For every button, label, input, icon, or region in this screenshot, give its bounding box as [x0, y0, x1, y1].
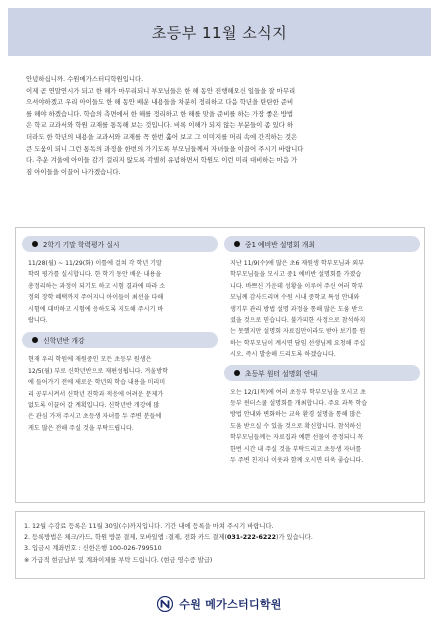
text-line: 현재 우리 학원에 재원중인 모든 초등부 원생은	[28, 356, 152, 364]
intro-line: 큰 도움이 되니 그런 통독의 과정을 한번의 가기도록 부모님들께서 자녀들을 이끌어 주시기 바랍니다	[26, 144, 304, 153]
text-line: 니다. 바쁘신 가운데 성황을 이루어 주신 여러 학부	[230, 282, 364, 290]
notice-line: 1. 12월 수강료 등록은 11월 30일(수)까지입니다. 기간 내에 등록을 마쳐 주시기 바랍니다.	[24, 523, 274, 530]
text-line: 등부 윈터스쿨 설명회를 개최합니다. 주요 과목 학습	[230, 400, 368, 408]
text-line: 셨을 것으로 믿습니다. 불가피한 사정으로 참석하지	[230, 317, 366, 325]
intro-line: 더라도 한 학년의 내용을 교과서와 교재를 꼭 한번 훑어 보고 그 이미지를 머리 속에 간직하는 것은	[26, 132, 298, 141]
text-line: 모님께 감사드리며 수원 시내 중학교 특성 안내와	[230, 294, 360, 302]
notice-line	[24, 532, 416, 543]
text-line: 리 공부시켜서 신학년 진학과 적응에 어려운 문제가	[28, 390, 164, 398]
academy-logo	[0, 592, 439, 616]
bullet-icon	[234, 370, 240, 376]
section-heading-label: 중1 예비반 설명회 개최	[245, 241, 315, 249]
intro-line: 이제 곧 연말연시가 되고 한 해가 마무리되니 부모님들은 한 해 동안 진행해오신 일들을 잘 마무리	[26, 86, 296, 95]
title-banner	[8, 8, 431, 56]
text-line: 시험에 대비하고 시험에 응하도록 지도해 주시기 바	[28, 305, 164, 313]
section-body	[224, 252, 420, 361]
text-line: 학부모님들을 모시고 중1 예비반 설명회를 가졌습	[230, 271, 362, 279]
text-line: 지난 11/9(수)에 많은 초6 재원생 학부모님과 외부	[230, 260, 365, 267]
notice-line-text: 2. 등록방법은 체크/카드, 학원 방문 결제, 모바일앱 :결제, 전화 카드 결제(	[24, 534, 227, 542]
text-line: 방법 안내와 변화하는 교육 환경 설명을 통해 많은	[230, 411, 362, 419]
intro-line: 은 학교 교과서와 학원 교재를 통독해 보는 것입니다. 비록 이해가 되지 않는 부분들이 좀 있다 하	[26, 121, 294, 130]
bullet-icon	[32, 337, 38, 343]
text-line: 한번 시간 내 주실 것을 부탁드리고 초등생 자녀를	[230, 445, 362, 453]
phone-number: 031-222-6222	[226, 534, 277, 542]
notice-line: 3. 입금시 계좌번호 : 신한은행 100-026-799510	[24, 545, 162, 553]
text-line: 12/5(월) 부로 신학년반으로 재편성됩니다. 겨울방학	[28, 367, 168, 375]
text-line: 11/28(월) ~ 11/29(화) 이틀에 걸쳐 각 학년 기말	[28, 260, 162, 267]
mega-n-logo-icon	[157, 596, 173, 612]
section-heading	[22, 332, 218, 348]
text-line: 에 들어가기 전에 새로운 학년의 학습 내용을 미리미	[28, 379, 166, 387]
section-heading	[224, 365, 420, 381]
intro-line: 으셔야하겠고 우리 아이들도 한 해 동안 배운 내용들을 차분히 정리하고 다음 학년을 탄탄한 준비	[26, 98, 294, 107]
section-heading	[224, 236, 420, 252]
section-heading-label: 초등부 원터 설명회 안내	[245, 369, 318, 378]
text-line: 학력 평가를 실시합니다. 한 학기 동안 배운 내용을	[28, 271, 162, 279]
notice-box	[15, 227, 425, 503]
section-heading-label: 신학년반 개강	[43, 337, 85, 346]
text-line: 하는 학부모님이 계시면 담임 선생님께 요청해 주십	[230, 339, 366, 347]
academy-name: 수원 메가스터디학원	[179, 598, 282, 611]
tuition-notice-box	[15, 511, 425, 579]
bullet-icon	[234, 241, 240, 247]
text-line: 생기부 관리 방법 설명 과정을 통해 많은 도움 받으	[230, 305, 364, 313]
bullet-icon	[32, 241, 38, 247]
section-body	[22, 348, 218, 434]
intro-line: 다. 추운 겨울에 아이들 감기 걸리지 않도록 각별히 유념하면서 학원도 이런 미리 대비하는 마음 가	[26, 156, 298, 165]
text-line: 총정리하는 과정이 되기도 하고 시험 결과에 따라 소	[28, 282, 166, 290]
section-heading-label: 2학기 기말 학력평가 실시	[43, 241, 120, 249]
section-heading	[22, 236, 218, 252]
section-body	[22, 252, 218, 326]
right-column	[224, 228, 420, 467]
notice-line-suffix: )가 있습니다.	[276, 534, 313, 542]
text-line: 는 못했지만 설명회 자료집만이라도 받아 보기를 원	[230, 328, 366, 336]
intro-line: 안녕하십니까. 수원메가스터디학원입니다.	[26, 75, 144, 83]
text-line: 게도 많은 전해 주실 것을 부탁드립니다.	[28, 424, 134, 432]
text-line: 두 주변 친지나 이웃과 함께 오시면 더욱 좋습니다.	[230, 457, 364, 465]
notice-line: ※ 가급적 현금납부 및 계좌이체를 부탁 드립니다. (현금 영수증 발급)	[24, 556, 213, 564]
text-line: 랍니다.	[28, 317, 48, 325]
intro-paragraph	[26, 74, 418, 178]
intro-line: 를 해야 하겠습니다. 학습의 측면에서 한 해를 정리하고 한 해를 맞을 준비를 하는 가장 좋은 방법	[26, 109, 294, 118]
text-line: 정의 장학 혜택까지 주어지니 아이들이 최선을 다해	[28, 294, 164, 302]
page-title: 초등부 11월 소식지	[151, 23, 288, 42]
intro-line: 짐 아이들을 이끌어 나가겠습니다.	[26, 167, 121, 176]
text-line: 오는 12/1(목)에 여러 초등부 학부모님을 모시고 초	[230, 388, 367, 396]
text-line: 은 관심 가져 주시고 초등생 자녀를 두 주변 분들에	[28, 413, 162, 421]
left-column	[22, 228, 218, 434]
text-line: 시오. 즉시 발송해 드리도록 하겠습니다.	[230, 351, 336, 359]
text-line: 도움 받으실 수 있을 것으로 확신합니다. 참석하신	[230, 422, 362, 430]
text-line: 없도록 이끌어 갈 계획입니다. 신학년반 개강에 많	[28, 402, 160, 410]
section-body	[224, 381, 420, 467]
text-line: 학부모님들께는 자료집과 예쁜 선물이 증정되니 꼭	[230, 434, 364, 442]
